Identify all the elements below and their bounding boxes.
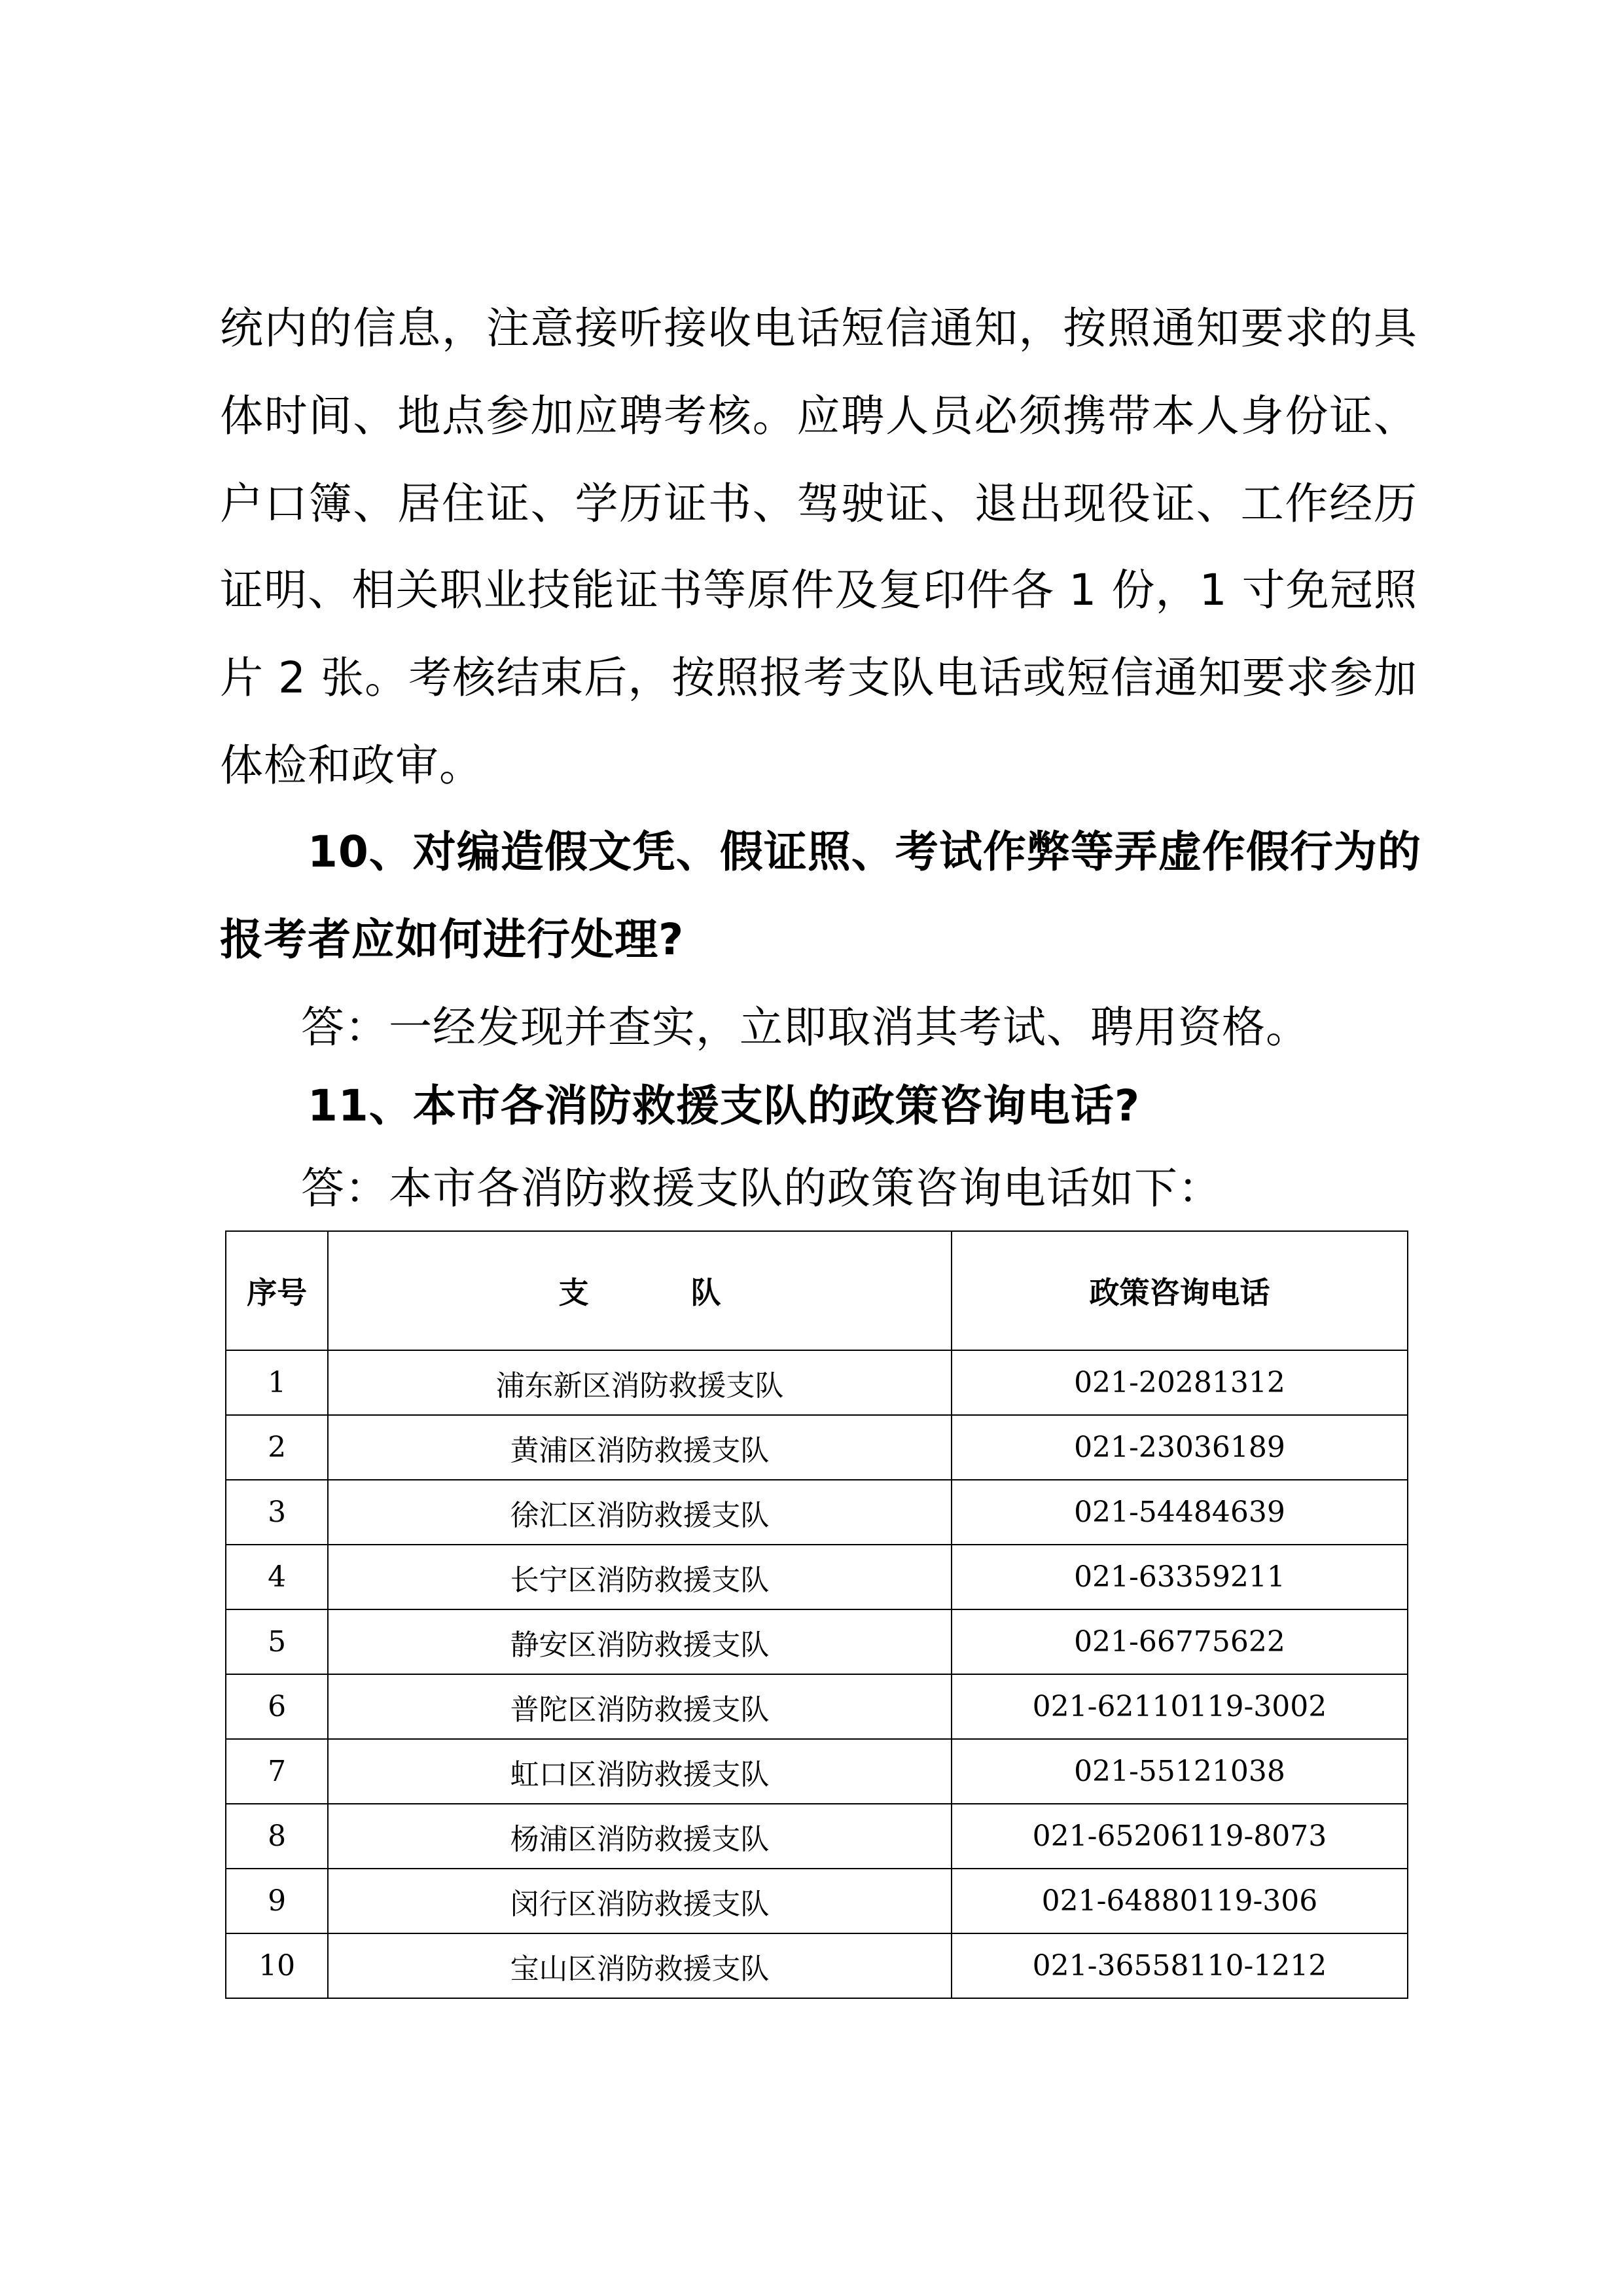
table-row [226,1609,1408,1674]
answer-11: 答：本市各消防救援支队的政策咨询电话如下： [301,1163,1222,1213]
row-phone: 021-64880119-306 [952,1869,1408,1933]
row-index: 9 [226,1869,328,1933]
row-index: 1 [226,1350,328,1415]
row-phone: 021-23036189 [952,1415,1408,1480]
header-team: 支 队 [328,1231,952,1350]
row-index: 8 [226,1804,328,1869]
paragraph-line: 户口簿、居住证、学历证书、驾驶证、退出现役证、工作经历 [220,478,1418,529]
row-team: 徐汇区消防救援支队 [328,1480,952,1545]
row-team: 闵行区消防救援支队 [328,1869,952,1933]
row-index: 2 [226,1415,328,1480]
row-index: 10 [226,1933,328,1998]
paragraph-line: 统内的信息，注意接听接收电话短信通知，按照通知要求的具 [220,303,1418,353]
row-index: 3 [226,1480,328,1545]
row-team: 普陀区消防救援支队 [328,1674,952,1739]
paragraph-line: 片 2 张。考核结束后，按照报考支队电话或短信通知要求参加 [220,653,1418,703]
table-row [226,1869,1408,1933]
row-phone: 021-63359211 [952,1545,1408,1609]
row-team: 静安区消防救援支队 [328,1609,952,1674]
row-index: 6 [226,1674,328,1739]
row-index: 7 [226,1739,328,1804]
table-row [226,1739,1408,1804]
row-team: 长宁区消防救援支队 [328,1545,952,1609]
consultation-phone-table [225,1230,1408,1999]
question-10-line-2: 报考者应如何进行处理? [220,914,685,965]
row-phone: 021-55121038 [952,1739,1408,1804]
row-team: 宝山区消防救援支队 [328,1933,952,1998]
row-phone: 021-62110119-3002 [952,1674,1408,1739]
row-phone: 021-65206119-8073 [952,1804,1408,1869]
table-row [226,1933,1408,1998]
table-row [226,1674,1408,1739]
row-team: 虹口区消防救援支队 [328,1739,952,1804]
row-index: 4 [226,1545,328,1609]
paragraph-line: 体检和政审。 [220,740,483,791]
table-row [226,1415,1408,1480]
row-phone: 021-66775622 [952,1609,1408,1674]
header-index: 序号 [226,1231,328,1350]
row-index: 5 [226,1609,328,1674]
row-team: 浦东新区消防救援支队 [328,1350,952,1415]
row-phone: 021-54484639 [952,1480,1408,1545]
table-header-row [226,1231,1408,1350]
answer-10: 答：一经发现并查实，立即取消其考试、聘用资格。 [301,1002,1310,1052]
table-row [226,1804,1408,1869]
table-row [226,1480,1408,1545]
row-team: 杨浦区消防救援支队 [328,1804,952,1869]
question-11: 11、本市各消防救援支队的政策咨询电话? [308,1081,1141,1131]
row-phone: 021-36558110-1212 [952,1933,1408,1998]
table-row [226,1350,1408,1415]
table-row [226,1545,1408,1609]
row-team: 黄浦区消防救援支队 [328,1415,952,1480]
row-phone: 021-20281312 [952,1350,1408,1415]
paragraph-line: 体时间、地点参加应聘考核。应聘人员必须携带本人身份证、 [220,391,1418,441]
paragraph-line: 证明、相关职业技能证书等原件及复印件各 1 份，1 寸免冠照 [220,565,1418,615]
question-10-line-1: 10、对编造假文凭、假证照、考试作弊等弄虚作假行为的 [308,827,1421,877]
header-phone: 政策咨询电话 [952,1231,1408,1350]
